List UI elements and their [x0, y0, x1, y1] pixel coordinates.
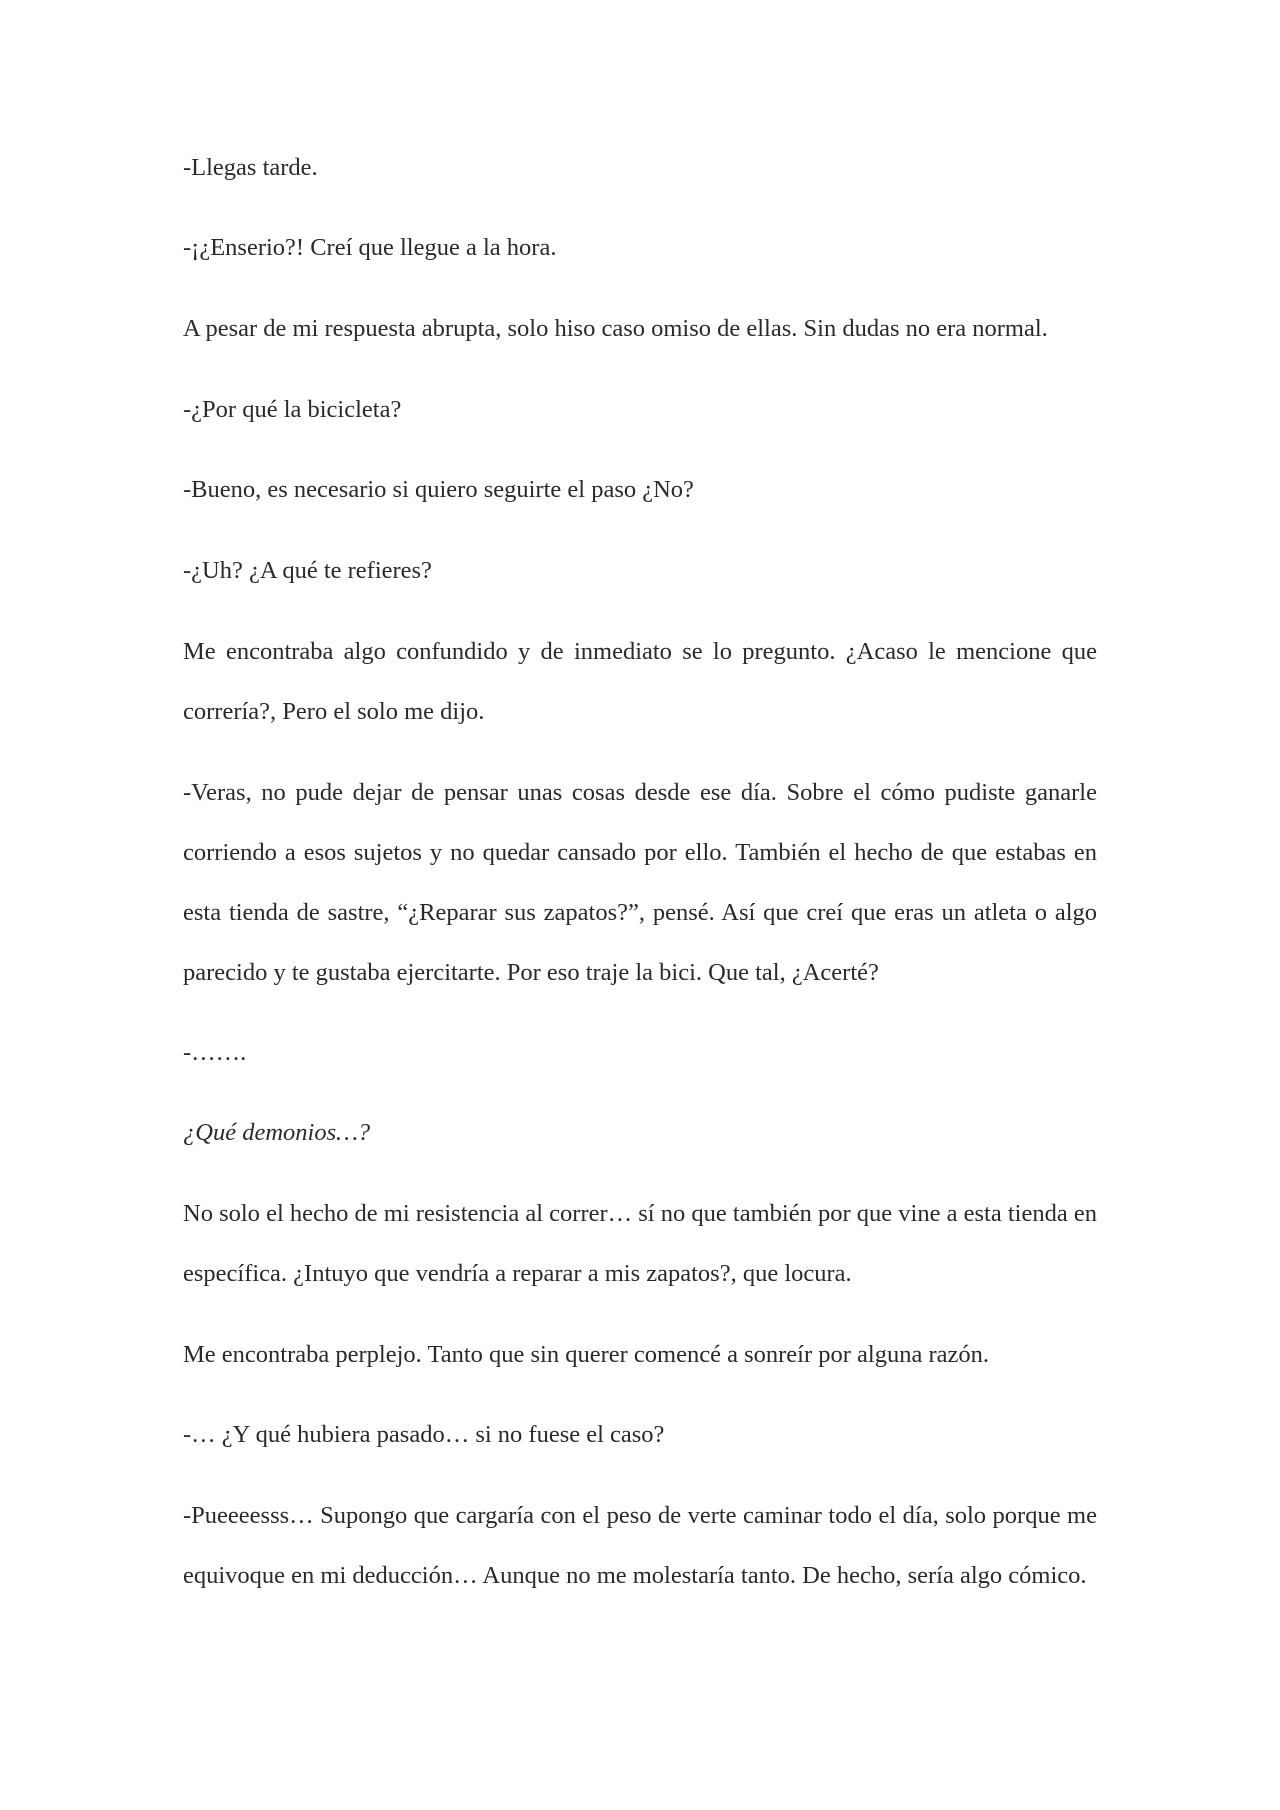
- paragraph: -¿Uh? ¿A qué te refieres?: [183, 557, 432, 584]
- paragraph: -Bueno, es necesario si quiero seguirte el paso ¿No?: [183, 476, 694, 503]
- paragraph: -… ¿Y qué hubiera pasado… si no fuese el caso?: [183, 1421, 665, 1448]
- inner-thought: ¿Qué demonios…?: [183, 1119, 371, 1146]
- paragraph: -Veras, no pude dejar de pensar unas cosas desde ese día. Sobre el cómo pudiste ganarle corriendo a esos sujetos y no quedar cansado por ello. También el hecho de que estabas en esta tienda de sastre, “¿Reparar sus zapatos?”, pensé. Así que creí que eras un atleta o algo parecido y te gustaba ejercitarte. Por eso traje la bici. Que tal, ¿Acerté?: [183, 779, 1097, 986]
- paragraph: -…….: [183, 1039, 247, 1066]
- paragraph: No solo el hecho de mi resistencia al correr… sí no que también por que vine a esta tienda en específica. ¿Intuyo que vendría a reparar a mis zapatos?, que locura.: [183, 1200, 1097, 1287]
- paragraph: A pesar de mi respuesta abrupta, solo hiso caso omiso de ellas. Sin dudas no era normal.: [183, 315, 1048, 342]
- paragraph: -Llegas tarde.: [183, 154, 318, 181]
- paragraph: -¡¿Enserio?! Creí que llegue a la hora.: [183, 234, 557, 261]
- paragraph: Me encontraba perplejo. Tanto que sin querer comencé a sonreír por alguna razón.: [183, 1341, 989, 1368]
- paragraph: -Pueeeesss… Supongo que cargaría con el peso de verte caminar todo el día, solo porque me equivoque en mi deducción… Aunque no me molestaría tanto. De hecho, sería algo cómico.: [183, 1502, 1097, 1589]
- paragraph: Me encontraba algo confundido y de inmediato se lo pregunto. ¿Acaso le mencione que correría?, Pero el solo me dijo.: [183, 638, 1097, 725]
- paragraph: -¿Por qué la bicicleta?: [183, 396, 402, 423]
